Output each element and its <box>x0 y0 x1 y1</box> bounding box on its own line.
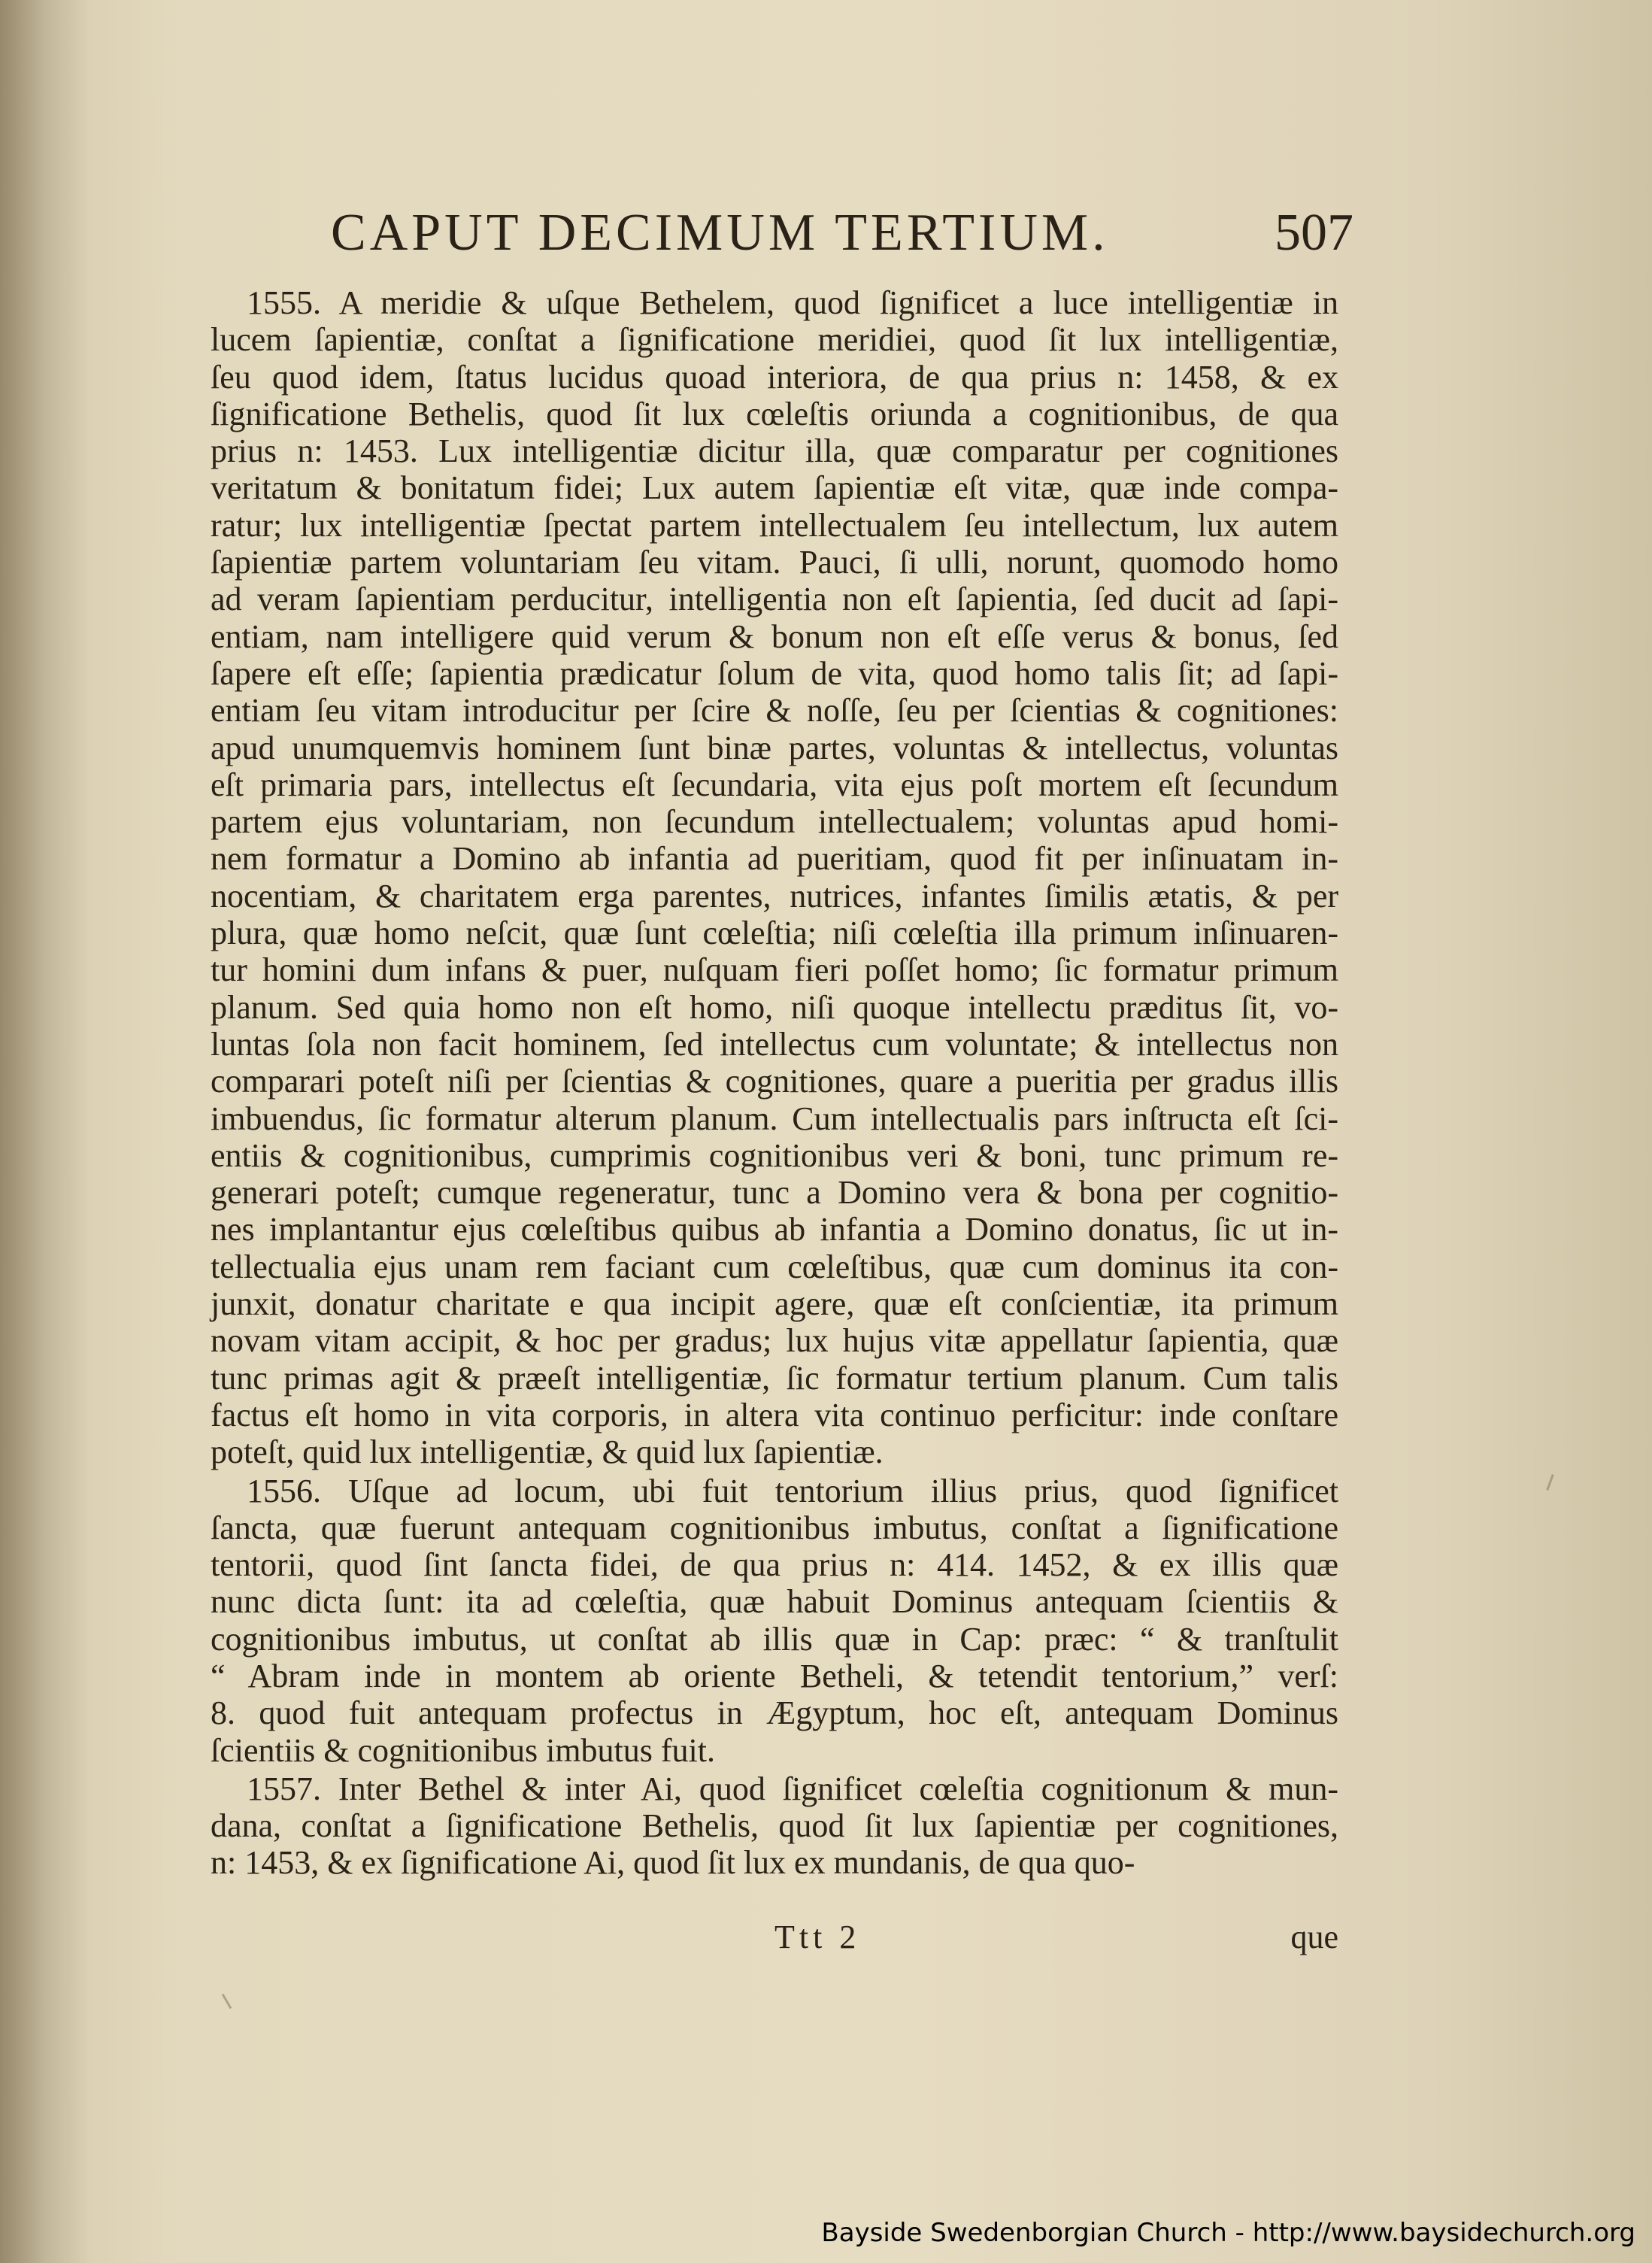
text-line: ſancta, quæ fuerunt antequam cognitionibus imbutus, conſtat a ſignificatione <box>211 1509 1338 1546</box>
paragraph-1557 <box>211 1770 1338 1882</box>
text-line: eſt primaria pars, intellectus eſt ſecundaria, vita ejus poſt mortem eſt ſecundum <box>211 766 1338 803</box>
text-line: ſignificatione Bethelis, quod ſit lux cœleſtis oriunda a cognitionibus, de qua <box>211 395 1338 432</box>
text-line: tellectualia ejus unam rem faciant cum cœleſtibus, quæ cum dominus ita con- <box>211 1248 1338 1285</box>
text-line: lucem ſapientiæ, conſtat a ſignificatione meridiei, quod ſit lux intelligentiæ, <box>211 321 1338 359</box>
text-line: tunc primas agit & præeſt intelligentiæ, ſic formatur tertium planum. Cum talis <box>211 1359 1338 1397</box>
page-number: 507 <box>1275 204 1353 262</box>
text-line: planum. Sed quia homo non eſt homo, niſi quoque intellectu præditus ſit, vo- <box>211 988 1338 1026</box>
text-line: generari poteſt; cumque regeneratur, tunc a Domino vera & bona per cognitio- <box>211 1174 1338 1212</box>
body-text <box>211 284 1338 1882</box>
text-line: junxit, donatur charitate e qua incipit agere, quæ eſt conſcientiæ, ita primum <box>211 1285 1338 1323</box>
paragraph-1556 <box>211 1473 1338 1769</box>
text-line: factus eſt homo in vita corporis, in altera vita continuo perficitur: inde conſtare <box>211 1396 1338 1433</box>
catchword: que <box>1290 1919 1338 1955</box>
text-line: ſapere eſt eſſe; ſapientia prædicatur ſolum de vita, quod homo talis ſit; ad ſapi- <box>211 654 1338 692</box>
text-line: luntas ſola non facit hominem, ſed intellectus cum voluntate; & intellectus non <box>211 1025 1338 1063</box>
text-line: entiis & cognitionibus, cumprimis cognitionibus veri & boni, tunc primum re- <box>211 1136 1338 1174</box>
text-line: ſeu quod idem, ſtatus lucidus quoad interiora, de qua prius n: 1458, & ex <box>211 358 1338 396</box>
text-line: comparari poteſt niſi per ſcientias & cognitiones, quare a pueritia per gradus illis <box>211 1063 1338 1100</box>
paper-speck <box>222 1994 232 2010</box>
page-gutter-shadow <box>0 0 90 2263</box>
text-line: 1555. A meridie & uſque Bethelem, quod ſignificet a luce intelligentiæ in <box>247 284 1338 321</box>
text-line: nes implantantur ejus cœleſtibus quibus ab infantia a Domino donatus, ſic ut in- <box>211 1211 1338 1248</box>
text-line: 8. quod fuit antequam profectus in Ægyptum, hoc eſt, antequam Dominus <box>211 1694 1338 1732</box>
text-line: imbuendus, ſic formatur alterum planum. Cum intellectualis pars inſtructa eſt ſci- <box>211 1100 1338 1137</box>
text-line: ratur; lux intelligentiæ ſpectat partem intellectualem ſeu intellectum, lux autem <box>211 506 1338 544</box>
text-line: partem ejus voluntariam, non ſecundum intellectualem; voluntas apud homi- <box>211 803 1338 841</box>
page-footer <box>211 1918 1338 1963</box>
text-line: ad veram ſapientiam perducitur, intelligentia non eſt ſapientia, ſed ducit ad ſapi- <box>211 581 1338 618</box>
paragraph-1555 <box>211 284 1338 1471</box>
text-line: cognitionibus imbutus, ut conſtat ab illis quæ in Cap: præc: “ & tranſtulit <box>211 1620 1338 1658</box>
text-line: prius n: 1453. Lux intelligentiæ dicitur illa, quæ comparatur per cognitiones <box>211 432 1338 470</box>
paper-speck <box>1546 1474 1553 1491</box>
text-line: novam vitam accipit, & hoc per gradus; lux hujus vitæ appellatur ſapientia, quæ <box>211 1322 1338 1360</box>
text-line: veritatum & bonitatum fidei; Lux autem ſapientiæ eſt vitæ, quæ inde compa- <box>211 469 1338 507</box>
text-line: dana, conſtat a ſignificatione Bethelis, quod ſit lux ſapientiæ per cognitiones, <box>211 1807 1338 1845</box>
text-line: entiam, nam intelligere quid verum & bonum non eſt eſſe verus & bonus, ſed <box>211 617 1338 655</box>
text-line: ſapientiæ partem voluntariam ſeu vitam. Pauci, ſi ulli, norunt, quomodo homo <box>211 544 1338 581</box>
text-line: nocentiam, & charitatem erga parentes, nutrices, infantes ſimilis ætatis, & per <box>211 877 1338 915</box>
watermark-credit: Bayside Swedenborgian Church - http://www.baysidechurch.org <box>821 2218 1635 2248</box>
text-line: ſcientiis & cognitionibus imbutus fuit. <box>211 1731 715 1769</box>
text-line: nem formatur a Domino ab infantia ad pueritiam, quod fit per inſinuatam in- <box>211 840 1338 878</box>
text-line: plura, quæ homo neſcit, quæ ſunt cœleſtia; niſi cœleſtia illa primum inſinuaren- <box>211 915 1338 952</box>
text-line: 1557. Inter Bethel & inter Ai, quod ſignificet cœleſtia cognitionum & mun- <box>247 1770 1338 1807</box>
text-line: tentorii, quod ſint ſancta fidei, de qua prius n: 414. 1452, & ex illis quæ <box>211 1546 1338 1584</box>
text-line: entiam ſeu vitam introducitur per ſcire & noſſe, ſeu per ſcientias & cognitiones: <box>211 692 1338 730</box>
text-line: nunc dicta ſunt: ita ad cœleſtia, quæ habuit Dominus antequam ſcientiis & <box>211 1583 1338 1621</box>
text-line: poteſt, quid lux intelligentiæ, & quid lux ſapientiæ. <box>211 1433 884 1471</box>
signature-mark: Ttt 2 <box>774 1919 861 1955</box>
text-line: 1556. Uſque ad locum, ubi fuit tentorium illius prius, quod ſignificet <box>247 1472 1338 1509</box>
text-line: tur homini dum infans & puer, nuſquam fieri poſſet homo; ſic formatur primum <box>211 951 1338 989</box>
text-line: n: 1453, & ex ſignificatione Ai, quod ſit lux ex mundanis, de qua quo- <box>211 1844 1135 1882</box>
text-line: apud unumquemvis hominem ſunt binæ partes, voluntas & intellectus, voluntas <box>211 729 1338 766</box>
text-line: “ Abram inde in montem ab oriente Betheli, & tetendit tentorium,” verſ: <box>211 1657 1338 1694</box>
page-header <box>331 203 1353 271</box>
running-head: CAPUT DECIMUM TERTIUM. <box>331 204 1109 262</box>
